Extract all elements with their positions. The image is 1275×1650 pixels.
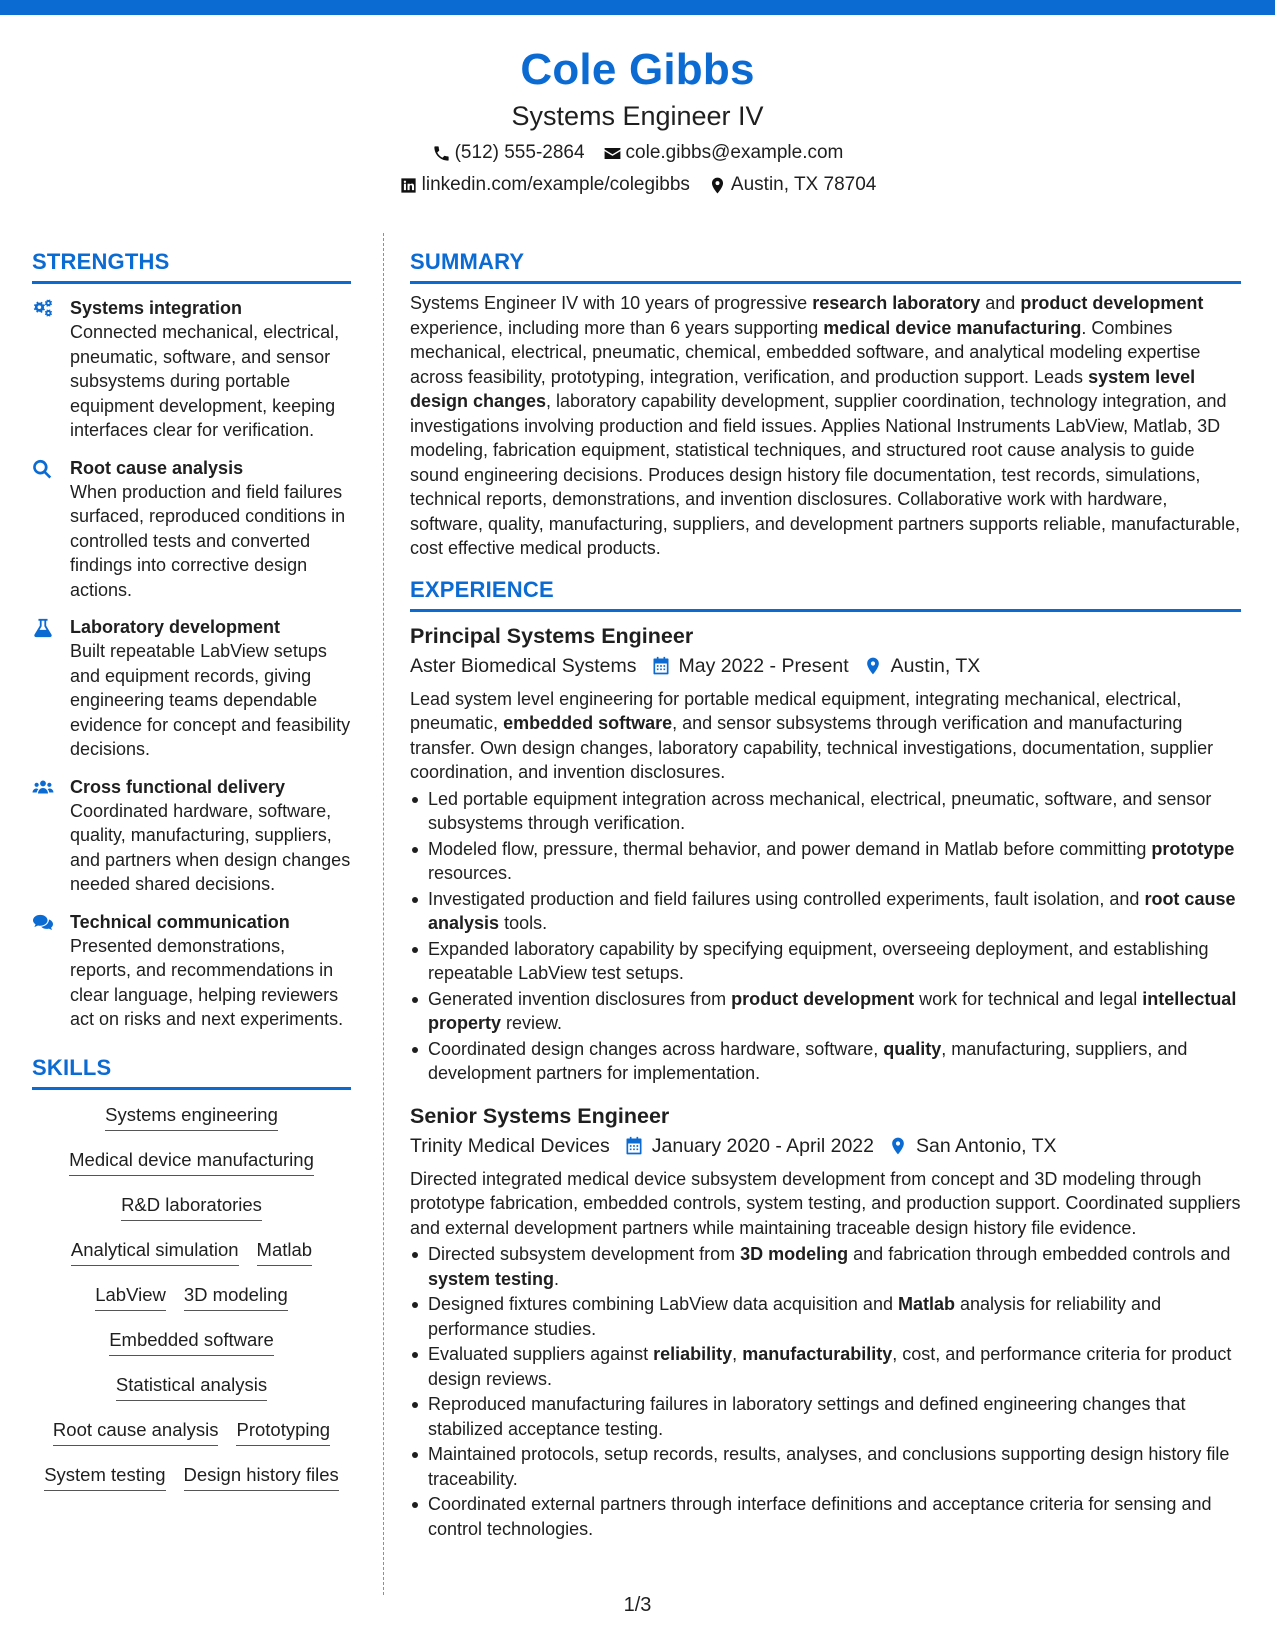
users-icon bbox=[32, 778, 54, 798]
strength-desc: When production and field failures surfaced, reproduced conditions in controlled tests and converted findings into corrective design actions. bbox=[70, 481, 346, 600]
strength-title: Cross functional delivery bbox=[70, 776, 286, 797]
job-bullet: Coordinated external partners through interface definitions and acceptance criteria for sensing and control technologies. bbox=[410, 1492, 1241, 1541]
job-location: Austin, TX bbox=[890, 654, 981, 677]
top-accent-bar bbox=[0, 0, 1275, 15]
job-title: Principal Systems Engineer bbox=[410, 623, 694, 648]
skill-tag: Medical device manufacturing bbox=[69, 1148, 314, 1176]
job-bullet: Reproduced manufacturing failures in laboratory settings and defined engineering changes that stabilized acceptance testing. bbox=[410, 1392, 1241, 1441]
candidate-name: Cole Gibbs bbox=[520, 45, 755, 94]
page-number: 1/3 bbox=[623, 1594, 652, 1616]
envelope-icon bbox=[603, 144, 622, 163]
bold-keyword: reliability bbox=[653, 1344, 733, 1364]
strength-desc: Built repeatable LabView setups and equipment records, giving engineering teams dependable evidence for concept and feasibility decisions. bbox=[70, 641, 351, 759]
company-name: Trinity Medical Devices bbox=[410, 1134, 610, 1157]
job-bullet: Maintained protocols, setup records, results, analyses, and conclusions supporting design history file traceability. bbox=[410, 1442, 1241, 1491]
right-column bbox=[410, 248, 1241, 1542]
strengths-list bbox=[32, 296, 351, 1032]
skill-row bbox=[32, 1238, 351, 1283]
experience-heading: EXPERIENCE bbox=[410, 576, 1241, 612]
job-bullet: Coordinated design changes across hardware, software, quality, manufacturing, suppliers, and development partners for implementation. bbox=[410, 1037, 1241, 1086]
bold-keyword: product development bbox=[1020, 293, 1204, 313]
linkedin-icon bbox=[399, 176, 418, 195]
calendar-icon bbox=[651, 656, 671, 676]
skills-list bbox=[32, 1103, 351, 1508]
location-text: Austin, TX 78704 bbox=[730, 174, 877, 195]
bold-keyword: medical device manufacturing bbox=[823, 317, 1082, 338]
skill-tag: Prototyping bbox=[236, 1418, 330, 1446]
skill-row bbox=[32, 1103, 351, 1148]
email-contact[interactable] bbox=[603, 141, 844, 165]
bold-keyword: embedded software bbox=[503, 713, 673, 733]
job-dates: May 2022 - Present bbox=[678, 654, 849, 677]
bold-keyword: manufacturability bbox=[742, 1344, 893, 1364]
strength-desc: Coordinated hardware, software, quality, manufacturing, suppliers, and partners when design changes needed shared decisions. bbox=[70, 800, 351, 894]
left-column bbox=[32, 248, 351, 1508]
location-contact bbox=[708, 173, 876, 197]
skill-row bbox=[32, 1193, 351, 1238]
linkedin-url: linkedin.com/example/colegibbs bbox=[421, 174, 690, 195]
strength-item bbox=[32, 456, 351, 603]
job-description: Directed integrated medical device subsystem development from concept and 3D modeling through prototype fabrication, embedded controls, system testing, and production support. Coordinated suppliers and external development partners while maintaining traceable design history file evidence. bbox=[410, 1168, 1241, 1238]
bold-keyword: prototype bbox=[1151, 838, 1235, 859]
bold-keyword: intellectual property bbox=[428, 988, 1237, 1033]
linkedin-contact[interactable] bbox=[399, 173, 690, 197]
skill-tag: Design history files bbox=[184, 1463, 339, 1491]
skill-tag: Embedded software bbox=[109, 1328, 274, 1356]
skill-row bbox=[32, 1148, 351, 1193]
strength-desc: Presented demonstrations, reports, and recommendations in clear language, helping reviewers act on risks and next experiments. bbox=[70, 935, 344, 1029]
skill-row bbox=[32, 1283, 351, 1328]
skill-row bbox=[32, 1328, 351, 1373]
bold-keyword: Matlab bbox=[897, 1294, 955, 1314]
job-location: San Antonio, TX bbox=[915, 1134, 1057, 1157]
bold-keyword: research laboratory bbox=[812, 293, 981, 313]
job-dates: January 2020 - April 2022 bbox=[651, 1134, 874, 1157]
phone-contact[interactable] bbox=[432, 141, 585, 165]
comments-icon bbox=[32, 913, 54, 933]
bold-keyword: quality bbox=[883, 1038, 942, 1059]
job-bullet: Generated invention disclosures from product development work for technical and legal intellectual property review. bbox=[410, 987, 1241, 1036]
skill-tag: Root cause analysis bbox=[53, 1418, 219, 1446]
map-pin-icon bbox=[708, 176, 727, 195]
strength-item bbox=[32, 615, 351, 762]
phone-number: (512) 555-2864 bbox=[454, 142, 585, 163]
job-bullet: Evaluated suppliers against reliability, manufacturability, cost, and performance criteria for product design reviews. bbox=[410, 1342, 1241, 1391]
skill-tag: Analytical simulation bbox=[71, 1238, 239, 1266]
job-entry bbox=[410, 622, 1241, 1086]
job-bullets bbox=[410, 1242, 1241, 1541]
resume-header bbox=[0, 42, 1275, 197]
summary-text: Systems Engineer IV with 10 years of progressive research laboratory and product development experience, including more than 6 years supporting medical device manufacturing. Combines mechanical, electrical, pneumatic, chemical, embedded software, and analytical modeling expertise across feasibility, prototyping, integration, verification, and production support. Leads system level design changes, laboratory capability development, supplier coordination, technology integration, and investigations involving production and field issues. Applies National Instruments LabView, Matlab, 3D modeling, fabrication equipment, statistical techniques, and structured root cause analysis to guide sound engineering decisions. Produces design history file documentation, test records, simulations, technical reports, demonstrations, and invention disclosures. Collaborative work with hardware, software, quality, manufacturing, suppliers, and development partners supports reliable, manufacturable, cost effective medical products. bbox=[410, 293, 1241, 558]
job-bullet: Investigated production and field failures using controlled experiments, fault isolation, and root cause analysis tools. bbox=[410, 887, 1241, 936]
bold-keyword: 3D modeling bbox=[740, 1244, 849, 1264]
job-bullet: Designed fixtures combining LabView data acquisition and Matlab analysis for reliability and performance studies. bbox=[410, 1292, 1241, 1341]
job-title: Senior Systems Engineer bbox=[410, 1103, 670, 1128]
skill-tag: R&D laboratories bbox=[121, 1193, 262, 1221]
skill-tag: LabView bbox=[95, 1283, 166, 1311]
bold-keyword: system level design changes bbox=[410, 366, 1196, 411]
gears-icon bbox=[32, 299, 54, 319]
bold-keyword: product development bbox=[731, 988, 915, 1009]
email-address: cole.gibbs@example.com bbox=[625, 142, 844, 163]
strengths-heading: STRENGTHS bbox=[32, 248, 351, 284]
company-name: Aster Biomedical Systems bbox=[410, 654, 637, 677]
strength-title: Laboratory development bbox=[70, 617, 281, 637]
strength-item bbox=[32, 910, 351, 1032]
strength-item bbox=[32, 775, 351, 897]
skill-tag: 3D modeling bbox=[184, 1283, 288, 1311]
strength-item bbox=[32, 296, 351, 443]
strength-title: Systems integration bbox=[70, 298, 243, 318]
map-pin-icon bbox=[888, 1136, 908, 1156]
candidate-title: Systems Engineer IV bbox=[511, 101, 764, 131]
job-meta bbox=[410, 1133, 1241, 1159]
magnifier-icon bbox=[32, 459, 54, 479]
strength-title: Root cause analysis bbox=[70, 457, 244, 478]
job-description: Lead system level engineering for portable medical equipment, integrating mechanical, electrical, pneumatic, embedded software, and sensor subsystems through verification and manufacturing transfer. Own design changes, laboratory capability, technical investigations, documentation, supplier coordination, and invention disclosures. bbox=[410, 688, 1214, 782]
strength-desc: Connected mechanical, electrical, pneumatic, software, and sensor subsystems during portable equipment development, keeping interfaces clear for verification. bbox=[70, 322, 340, 440]
bold-keyword: system testing bbox=[428, 1268, 555, 1289]
calendar-icon bbox=[624, 1136, 644, 1156]
skill-row bbox=[32, 1418, 351, 1463]
job-bullet: Directed subsystem development from 3D modeling and fabrication through embedded controls and system testing. bbox=[410, 1242, 1241, 1291]
map-pin-icon bbox=[863, 656, 883, 676]
bold-keyword: root cause analysis bbox=[428, 888, 1236, 933]
job-entry bbox=[410, 1102, 1241, 1542]
job-bullet: Expanded laboratory capability by specifying equipment, overseeing deployment, and establishing repeatable LabView test setups. bbox=[410, 937, 1241, 986]
contact-row-2 bbox=[0, 173, 1275, 197]
skill-tag: Matlab bbox=[257, 1238, 313, 1266]
skills-heading: SKILLS bbox=[32, 1054, 351, 1090]
phone-icon bbox=[432, 144, 451, 163]
strength-title: Technical communication bbox=[70, 911, 290, 932]
job-bullet: Modeled flow, pressure, thermal behavior, and power demand in Matlab before committing prototype resources. bbox=[410, 837, 1241, 886]
skill-row bbox=[32, 1373, 351, 1418]
skill-tag: Systems engineering bbox=[105, 1103, 278, 1131]
job-meta bbox=[410, 653, 1241, 679]
column-divider bbox=[383, 233, 384, 1595]
skill-row bbox=[32, 1463, 351, 1508]
skill-tag: System testing bbox=[44, 1463, 165, 1491]
flask-icon bbox=[32, 618, 54, 638]
summary-heading: SUMMARY bbox=[410, 248, 1241, 284]
job-bullet: Led portable equipment integration across mechanical, electrical, pneumatic, software, and sensor subsystems through verification. bbox=[410, 787, 1241, 836]
contact-row-1 bbox=[0, 141, 1275, 165]
skill-tag: Statistical analysis bbox=[116, 1373, 267, 1401]
job-bullets bbox=[410, 787, 1241, 1086]
